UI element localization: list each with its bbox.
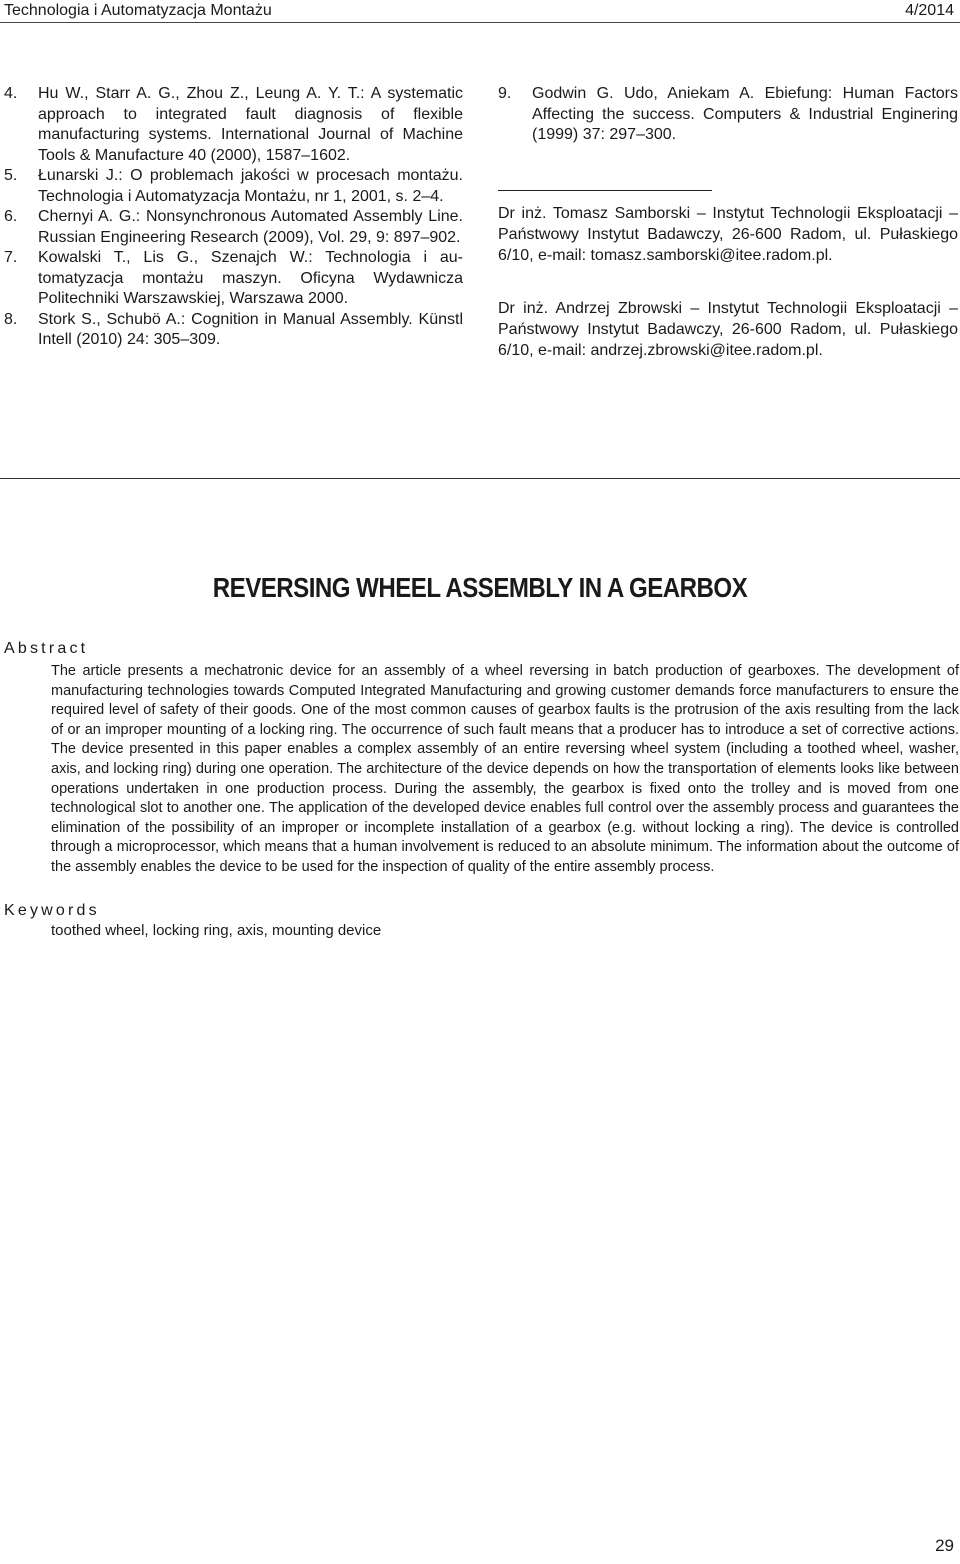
author-separator-rule bbox=[498, 190, 712, 191]
keywords-heading: Keywords bbox=[4, 902, 100, 919]
author-affiliation: Dr inż. Andrzej Zbrowski – Instytut Technologii Eksploatacji – Państwowy Instytut Badawczy, 26-600 Radom, ul. Pułaskiego 6/10, e-mail: andrzej.zbrowski@itee.radom.pl. bbox=[498, 300, 958, 359]
reference-item bbox=[4, 166, 463, 207]
references-column-right bbox=[498, 84, 958, 146]
reference-text: Kowalski T., Lis G., Szenajch W.: Technologia i automatyzacja montażu maszyn. Oficyna Wydawnicza Politechniki Warszawskiej, Warszawa 2000. bbox=[38, 249, 463, 307]
section-divider bbox=[0, 478, 960, 479]
reference-text: Chernyi A. G.: Nonsynchronous Automated Assembly Line. Russian Engineering Research (2009), Vol. 29, 9: 897–902. bbox=[38, 208, 463, 246]
reference-item bbox=[4, 248, 463, 310]
article-title: REVERSING WHEEL ASSEMBLY IN A GEARBOX bbox=[212, 572, 748, 603]
reference-number: 6. bbox=[4, 208, 18, 225]
reference-text: Łunarski J.: O problemach jakości w procesach montażu. Technologia i Automatyzacja Montażu, nr 1, 2001, s. 2–4. bbox=[38, 167, 463, 205]
reference-item bbox=[4, 84, 463, 166]
reference-number: 4. bbox=[4, 85, 18, 102]
reference-text: Hu W., Starr A. G., Zhou Z., Leung A. Y. T.: A systematic approach to integrated fault diagnosis of flexible manufacturing systems. International Journal of Machine Tools & Manufacture 40 (2000), 1587–1602. bbox=[38, 85, 463, 164]
reference-number: 7. bbox=[4, 249, 18, 266]
issue-number: 4/2014 bbox=[905, 2, 954, 19]
references-column-left bbox=[4, 84, 463, 351]
reference-item bbox=[4, 207, 463, 248]
abstract-heading: Abstract bbox=[4, 640, 89, 657]
page-number: 29 bbox=[935, 1536, 954, 1555]
reference-number: 5. bbox=[4, 167, 18, 184]
journal-title: Technologia i Automatyzacja Montażu bbox=[4, 2, 272, 19]
reference-number: 8. bbox=[4, 310, 18, 328]
running-header bbox=[0, 0, 960, 23]
author-affiliation: Dr inż. Tomasz Samborski – Instytut Technologii Eksploatacji – Państwowy Instytut Badawczy, 26-600 Radom, ul. Pułaskiego 6/10, e-mail: tomasz.samborski@itee.radom.pl. bbox=[498, 205, 958, 264]
keywords-body: toothed wheel, locking ring, axis, mounting device bbox=[51, 922, 382, 939]
abstract-body: The article presents a mechatronic device for an assembly of a wheel reversing in batch production of gearboxes. The development of manufacturing technologies towards Computed Integrated Manufacturing and growing customer demands force manufacturers to ensure the required level of safety of their goods. One of the most common causes of gearbox faults is the protrusion of the axis resulting from the lack of or an improper mounting of a locking ring. The occurrence of such fault means that a producer has to introduce a set of corrective actions. The device presented in this paper enables a complex assembly of an entire reversing wheel system (including a toothed wheel, washer, axis, and locking ring) during one operation. The architecture of the device depends on how the transportation of elements looks like between operations undertaken in one production process. During the assembly, the gearbox is fixed onto the trolley and is moved from one technological slot to another one. The application of the developed device enables full control over the assembly process and guarantees the elimination of the possibility of an improper or incomplete installation of a gearbox (e.g. without locking a ring). The device is controlled through a microprocessor, which means that a human involvement is reduced to an absolute minimum. The information about the outcome of the assembly enables the device to be used for the inspection of quality of the entire assembly process. bbox=[51, 663, 959, 875]
reference-item bbox=[4, 310, 463, 351]
reference-text: Stork S., Schubö A.: Cognition in Manual Assembly. Künstl Intell (2010) 24: 305–309. bbox=[38, 310, 463, 348]
reference-number: 9. bbox=[498, 85, 512, 102]
reference-item bbox=[498, 84, 958, 146]
reference-text: Godwin G. Udo, Aniekam A. Ebiefung: Human Factors Affecting the success. Computers & Industrial Enginering (1999) 37: 297–300. bbox=[532, 85, 958, 143]
